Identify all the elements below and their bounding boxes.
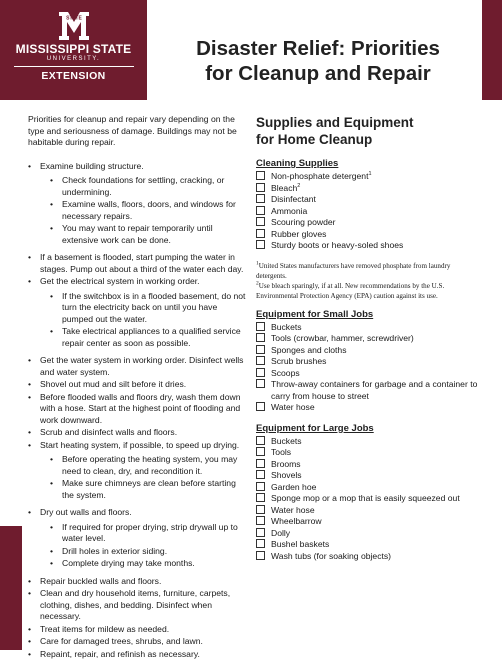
checklist-item [256,551,478,563]
checklist-item-label: Sponges and cloths [271,344,347,355]
page-title [160,36,476,86]
checklist-item [256,493,478,505]
footnotes [256,261,478,301]
sub-list-item: • Drill holes in exterior siding. [50,546,246,558]
sub-list-item: • Before operating the heating system, you may need to clean, dry, and recondition it. [50,454,246,477]
checklist-item-label: Rubber gloves [271,228,327,239]
sub-list-item: • Take electrical appliances to a qualified service repair center as soon as possible. [50,326,246,349]
sub-list [40,522,246,570]
checkbox[interactable] [256,345,265,354]
checklist-item [256,183,478,195]
sub-list [40,291,246,350]
list-item: • Treat items for mildew as needed. [28,624,246,636]
footnote-marker: 1 [368,171,372,178]
priorities-column [28,114,246,661]
large-jobs-heading: Equipment for Large Jobs [256,422,374,434]
sub-list-item: • If the switchbox is in a flooded basement, do not turn the electricity back on until you have pumped out the water. [50,291,246,326]
checklist-item [256,206,478,218]
checkbox[interactable] [256,240,265,249]
bottom-left-accent [0,526,22,650]
checklist-item-label: Brooms [271,458,301,469]
priorities-list [28,161,246,661]
large-jobs-list [256,436,478,563]
list-item [28,507,246,570]
title-line-2: for Cleanup and Repair [205,62,431,85]
sub-list [40,175,246,246]
checklist-item [256,505,478,517]
checkbox[interactable] [256,171,265,180]
list-item [28,161,246,247]
cleaning-supplies-list [256,171,478,252]
checklist-item-label: Buckets [271,321,302,332]
checkbox[interactable] [256,436,265,445]
checklist-item [256,516,478,528]
checkbox[interactable] [256,551,265,560]
footnote-1: $^1$United States manufacturers have removed phosphate from laundry detergents. [256,260,451,280]
large-jobs-section [256,423,478,563]
checkbox[interactable] [256,482,265,491]
checkbox[interactable] [256,459,265,468]
list-item: • Get the water system in working order. Disinfect wells and water system. [28,355,246,378]
checkbox[interactable] [256,356,265,365]
supplies-title-line-1: Supplies and Equipment [256,115,414,130]
list-item: • Before flooded walls and floors dry, wash them down with a hose. Start at the highest point of flooding and work downward. [28,392,246,427]
checklist-item-label: Tools [271,447,292,457]
footnote-marker: 2 [297,182,301,189]
top-right-accent [482,0,502,100]
intro-paragraph: Priorities for cleanup and repair vary depending on the type and seriousness of damage. Buildings may not be habitable during repair. [28,114,237,147]
checklist-item [256,333,478,345]
checklist-item-label: Water hose [271,402,315,412]
checklist-item-label: Buckets [271,435,302,446]
logo-subtitle: UNIVERSITY. [46,56,101,62]
checkbox[interactable] [256,493,265,502]
checklist-item-label: Wash tubs (for soaking objects) [271,550,392,561]
checklist-item-label: Bushel baskets [271,539,330,549]
checkbox[interactable] [256,379,265,388]
checkbox[interactable] [256,322,265,331]
list-item-text: Get the electrical system in working order. [40,276,200,286]
checkbox[interactable] [256,333,265,342]
small-jobs-section [256,309,478,414]
sub-list-item: • Make sure chimneys are clean before starting the system. [50,478,246,501]
checklist-item [256,459,478,471]
checkbox[interactable] [256,402,265,411]
checkbox[interactable] [256,470,265,479]
msu-emblem-icon [57,10,91,42]
checklist-item [256,217,478,229]
checklist-item-label: Scoops [271,367,300,378]
cleaning-supplies-heading: Cleaning Supplies [256,158,339,169]
checklist-item [256,322,478,334]
checklist-item-label: Wheelbarrow [271,516,322,526]
list-item [28,440,246,502]
checklist-item [256,229,478,241]
checklist-item [256,436,478,448]
checklist-item [256,345,478,357]
checklist-item-label: Ammonia [271,205,308,216]
checkbox[interactable] [256,217,265,226]
checklist-item-label: Garden hoe [271,481,317,492]
logo-name: MISSISSIPPI STATE [15,42,132,56]
checklist-item [256,240,478,252]
checklist-item [256,171,478,183]
checklist-item-label: Sturdy boots or heavy-soled shoes [271,240,404,250]
logo-divider [14,66,134,67]
sub-list-item: • You may want to repair temporarily until extensive work can be done. [50,223,246,246]
supplies-title-line-2: for Home Cleanup [256,132,373,147]
checklist-item [256,539,478,551]
checklist-item [256,447,478,459]
list-item: • Repair buckled walls and floors. [28,576,246,588]
checklist-item-label: Non-phosphate detergent$^1$ [271,171,372,181]
checklist-item [256,470,478,482]
sub-list-item: • Complete drying may take months. [50,558,246,570]
checklist-item-label: Bleach$^2$ [271,182,301,193]
logo-emblem-text: STATE [66,15,82,22]
checklist-item [256,194,478,206]
footnote-2: $^2$Use bleach sparingly, if at all. New recommendations by the U.S. Environmental Protection Agency (EPA) caution against its use. [256,280,445,300]
supplies-column [256,114,478,571]
list-item-text: Dry out walls and floors. [40,507,132,517]
checkbox[interactable] [256,183,265,192]
list-item [28,276,246,349]
list-item: • Repaint, repair, and refinish as necessary. [28,649,246,661]
checklist-item [256,528,478,540]
checkbox[interactable] [256,505,265,514]
list-item-text: Examine building structure. [40,160,144,171]
checklist-item-label: Scrub brushes [271,356,327,366]
checkbox[interactable] [256,206,265,215]
checklist-item-label: Scouring powder [271,217,336,227]
list-item: • Clean and dry household items, furniture, carpets, clothing, dishes, and bedding. Disinfect when necessary. [28,588,246,623]
checklist-item-label: Dolly [271,527,291,538]
sub-list-item: • If required for proper drying, strip drywall up to water level. [50,522,246,545]
header-logo-band [0,0,147,100]
sub-list-item: • Check foundations for settling, cracking, or undermining. [50,175,246,198]
checklist-item-label: Disinfectant [271,194,316,204]
checkbox[interactable] [256,539,265,548]
checklist-item-label: Shovels [271,470,302,480]
list-item: • Shovel out mud and silt before it dries. [28,379,246,391]
checklist-item [256,402,478,414]
checklist-item-label: Throw-away containers for garbage and a container to carry from house to street [271,379,478,401]
checklist-item [256,482,478,494]
checklist-item-label: Tools (crowbar, hammer, screwdriver) [271,333,414,343]
checkbox[interactable] [256,516,265,525]
logo-extension: EXTENSION [41,70,106,82]
list-item-text: Start heating system, if possible, to speed up drying. [40,439,240,450]
checkbox[interactable] [256,528,265,537]
checkbox[interactable] [256,368,265,377]
sub-list [40,454,246,501]
checkbox[interactable] [256,194,265,203]
checkbox[interactable] [256,229,265,238]
checkbox[interactable] [256,447,265,456]
checklist-item [256,356,478,368]
list-item: • Care for damaged trees, shrubs, and lawn. [28,636,246,648]
title-line-1: Disaster Relief: Priorities [196,37,440,60]
checklist-item [256,368,478,380]
checklist-item-label: Water hose [271,504,315,515]
checklist-item-label: Sponge mop or a mop that is easily squeezed out [271,493,460,503]
cleaning-supplies-section [256,158,478,252]
list-item: • Scrub and disinfect walls and floors. [28,427,246,439]
list-item: • If a basement is flooded, start pumping the water in stages. Pump out about a third of the water each day. [28,252,246,275]
small-jobs-heading: Equipment for Small Jobs [256,308,374,320]
sub-list-item: • Examine walls, floors, doors, and windows for necessary repairs. [50,199,246,222]
supplies-title [256,114,478,148]
small-jobs-list [256,322,478,414]
checklist-item [256,379,478,402]
